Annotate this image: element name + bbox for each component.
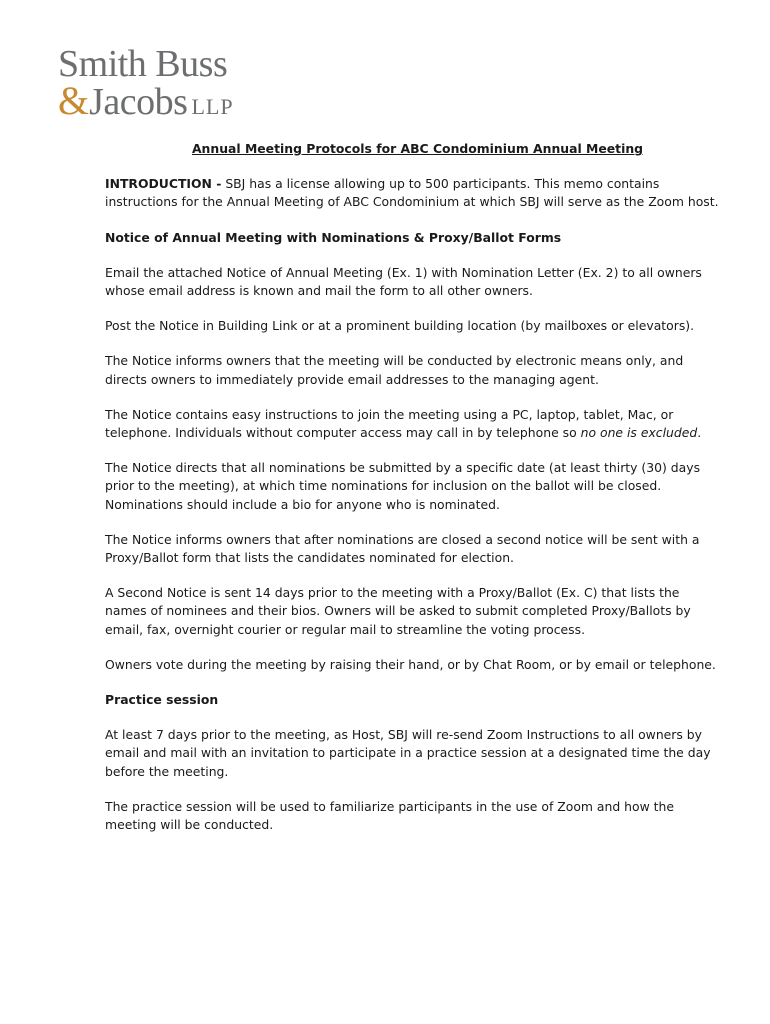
paragraph-second-notice: A Second Notice is sent 14 days prior to the meeting with a Proxy/Ballot (Ex. C) that lists the names of nominees and their bios. Owners will be asked to submit completed Proxy/Ballots by email, fax, overnight courier or regular mail to streamline the voting process. (105, 585, 691, 637)
intro-lead: INTRODUCTION - (105, 176, 222, 192)
paragraph-practice-invite: At least 7 days prior to the meeting, as Host, SBJ will re-send Zoom Instructions to all owners by email and mail with an invitation to participate in a practice session at a designated time the day before the meeting. (105, 727, 711, 779)
section-heading-notice: Notice of Annual Meeting with Nominations & Proxy/Ballot Forms (105, 229, 562, 245)
logo-ampersand: & (58, 78, 90, 123)
join-instructions-end: . (697, 425, 702, 441)
logo-llp-suffix: LLP (191, 94, 234, 119)
join-instructions-text: The Notice contains easy instructions to join the meeting using a PC, laptop, tablet, Mac, or telephone. Individuals without computer access may call in by telephone so (105, 406, 674, 441)
paragraph-voting: Owners vote during the meeting by raising their hand, or by Chat Room, or by email or telephone. (105, 656, 716, 672)
paragraph-post-notice: Post the Notice in Building Link or at a prominent building location (by mailboxes or elevators). (105, 318, 695, 334)
paragraph-nominations: The Notice directs that all nominations be submitted by a specific date (at least thirty (30) days prior to the meeting), at which time nominations for inclusion on the ballot will be closed. Nominations should include a bio for anyone who is nominated. (105, 460, 701, 512)
paragraph-second-notice-info: The Notice informs owners that after nominations are closed a second notice will be sent with a Proxy/Ballot form that lists the candidates nominated for election. (105, 531, 700, 566)
intro-paragraph (105, 175, 720, 211)
paragraph-email-notice: Email the attached Notice of Annual Meeting (Ex. 1) with Nomination Letter (Ex. 2) to all owners whose email address is known and mail the form to all other owners. (105, 264, 702, 299)
memo-title: Annual Meeting Protocols for ABC Condominium Annual Meeting (191, 141, 644, 156)
logo-line-smith-buss: Smith Buss (58, 43, 228, 85)
logo-jacobs-text: Jacobs (89, 81, 188, 123)
memo-body (105, 140, 720, 851)
paragraph-electronic-means: The Notice informs owners that the meeting will be conducted by electronic means only, and directs owners to immediately provide email addresses to the managing agent. (105, 353, 684, 387)
firm-logo (58, 44, 358, 124)
join-instructions-emphasis: no one is excluded (580, 425, 698, 441)
section-heading-practice: Practice session (105, 692, 219, 708)
paragraph-practice-use: The practice session will be used to familiarize participants in the use of Zoom and how the meeting will be conducted. (105, 798, 674, 833)
logo-line-jacobs (58, 80, 234, 131)
intro-text: SBJ has a license allowing up to 500 participants. This memo contains instructions for the Annual Meeting of ABC Condominium at which SBJ will serve as the Zoom host. (105, 176, 719, 210)
paragraph-join-instructions (105, 406, 720, 442)
